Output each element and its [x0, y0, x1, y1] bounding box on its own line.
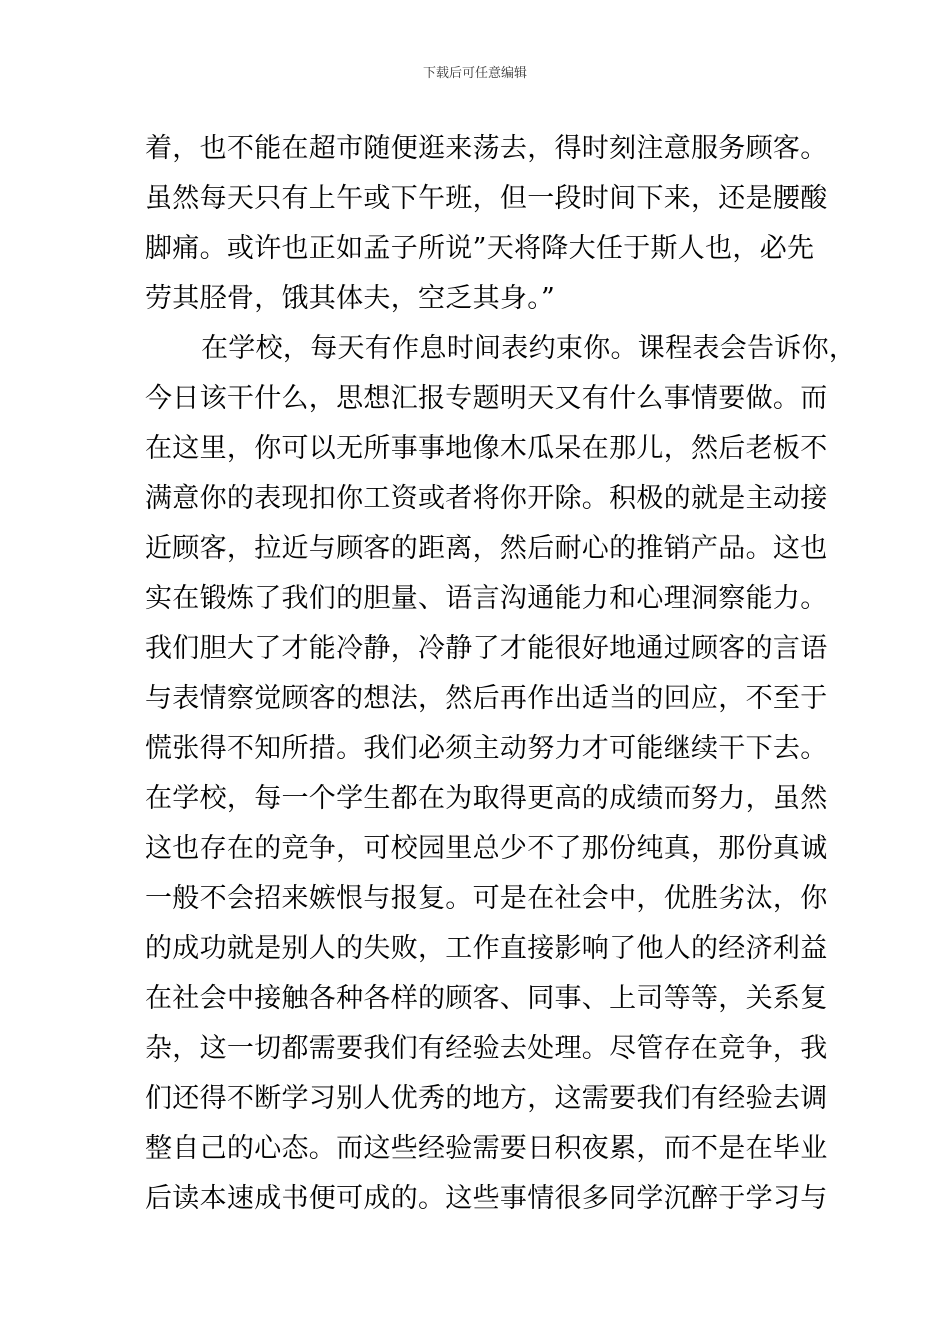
text-line: 在这里，你可以无所事事地像木瓜呆在那儿，然后老板不 — [145, 433, 828, 464]
paragraph-start-line: 在学校，每天有作息时间表约束你。课程表会告诉你， — [201, 333, 857, 364]
text-line: 杂，这一切都需要我们有经验去处理。尽管存在竞争，我 — [145, 1033, 828, 1064]
text-line: 着，也不能在超市随便逛来荡去，得时刻注意服务顾客。 — [145, 133, 828, 164]
text-line: 满意你的表现扣你工资或者将你开除。积极的就是主动接 — [145, 483, 828, 514]
text-line: 一般不会招来嫉恨与报复。可是在社会中，优胜劣汰，你 — [145, 883, 828, 914]
text-line: 在学校，每一个学生都在为取得更高的成绩而努力，虽然 — [145, 783, 828, 814]
text-line: 这也存在的竞争，可校园里总少不了那份纯真，那份真诚 — [145, 833, 828, 864]
text-line: 今日该干什么，思想汇报专题明天又有什么事情要做。而 — [145, 383, 828, 414]
text-line: 近顾客，拉近与顾客的距离，然后耐心的推销产品。这也 — [145, 533, 828, 564]
text-line: 脚痛。或许也正如孟子所说”天将降大任于斯人也，必先 — [145, 233, 815, 264]
text-line: 虽然每天只有上午或下午班，但一段时间下来，还是腰酸 — [145, 183, 828, 214]
text-line: 实在锻炼了我们的胆量、语言沟通能力和心理洞察能力。 — [145, 583, 828, 614]
text-line: 在社会中接触各种各样的顾客、同事、上司等等，关系复 — [145, 983, 828, 1014]
text-line: 与表情察觉顾客的想法，然后再作出适当的回应，不至于 — [145, 683, 828, 714]
text-line: 的成功就是别人的失败，工作直接影响了他人的经济利益 — [145, 933, 828, 964]
text-line: 我们胆大了才能冷静，冷静了才能很好地通过顾客的言语 — [145, 633, 828, 664]
page-header: 下载后可任意编辑 — [422, 66, 527, 81]
text-line: 劳其胫骨，饿其体夫，空乏其身。” — [145, 283, 556, 314]
text-line: 慌张得不知所措。我们必须主动努力才可能继续干下去。 — [145, 733, 828, 764]
text-line: 们还得不断学习别人优秀的地方，这需要我们有经验去调 — [145, 1083, 828, 1114]
text-line: 后读本速成书便可成的。这些事情很多同学沉醉于学习与 — [145, 1183, 828, 1214]
text-line: 整自己的心态。而这些经验需要日积夜累，而不是在毕业 — [145, 1133, 828, 1164]
body-text — [145, 124, 857, 1224]
